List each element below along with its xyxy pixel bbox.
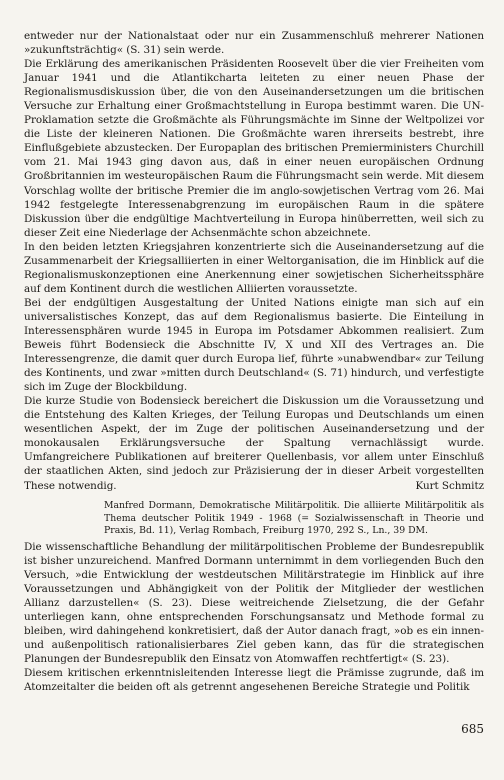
paragraph: Bei der endgültigen Ausgestaltung der United Nations einigte man sich auf ein universalistisches Konzept, das auf dem Regionalismus basierte. Die Einteilung in Interessensphären wurde 1945 in Europa im Potsdamer Abkommen realisiert. Zum Beweis führt Bodensieck die Abschnitte IV, X und XII des Vertrages an. Die Interessengrenze, die damit quer durch Europa lief, führte »unabwendbar« zur Teilung des Kontinents, und zwar »mitten durch Deutschland« (S. 71) hindurch, und verfestigte sich im Zuge der Blockbildung. bbox=[24, 296, 484, 394]
review-kurt-schmitz bbox=[24, 29, 484, 493]
book-citation bbox=[104, 500, 484, 538]
paragraph: Die Erklärung des amerikanischen Präsidenten Roosevelt über die vier Freiheiten vom Januar 1941 und die Atlantikcharta leiteten zu einer neuen Phase der Regionalismusdiskussion über, die von den Auseinandersetzungen um die britischen Versuche zur Erhaltung einer Großmachtstellung in Europa bestimmt waren. Die UN-Proklamation setzte die Großmächte als Führungsmächte im Sinne der Weltpolizei vor die Liste der kleineren Nationen. Die Großmächte waren ihrerseits bestrebt, ihre Einflußgebiete abzustecken. Der Europaplan des britischen Premierministers Churchill vom 21. Mai 1943 ging davon aus, daß in einer neuen europäischen Ordnung Großbritannien im westeuropäischen Raum die Führungsmacht sein werde. Mit diesem Vorschlag wollte der britische Premier die im anglo-sowjetischen Vertrag vom 26. Mai 1942 festgelegte Interessenabgrenzung im europäischen Raum in die spätere Diskussion über die endgültige Machtverteilung in Europa hinüberretten, weil sich zu dieser Zeit eine Niederlage der Achsenmächte schon abzeichnete. bbox=[24, 58, 484, 239]
citation-text: Manfred Dormann, Demokratische Militärpolitik. Die alliierte Militärpolitik als Thema deutscher Politik 1949 - 1968 (= Sozialwissenschaft in Theorie und Praxis, Bd. 11), Verlag Rombach, Freiburg 1970, 292 S., Ln., 39 DM. bbox=[104, 500, 484, 537]
paragraph: Die kurze Studie von Bodensieck bereichert die Diskussion um die Voraussetzung und die Entstehung des Kalten Krieges, der Teilung Europas und Deutschlands um einen wesentlichen Aspekt, der im Zuge der politischen Auseinandersetzung und der monokausalen Erklärungsversuche der Spaltung vernachlässigt wurde. Umfangreichere Publikationen auf breiterer Quellenbasis, vor allem unter Einschluß der staatlichen Akten, sind jedoch zur Präzisierung der in dieser Arbeit vorgestellten These notwendig. bbox=[24, 395, 484, 492]
reviewer-signature: Kurt Schmitz bbox=[415, 479, 484, 492]
paragraph: In den beiden letzten Kriegsjahren konzentrierte sich die Auseinandersetzung auf die Zusammenarbeit der Kriegsalliierten in einer Weltorganisation, die im Hinblick auf die Regionalismuskonzeptionen eine Anerkennung einer sowjetischen Sicherheitssphäre auf dem Kontinent durch die westlichen Alliierten voraussetzte. bbox=[24, 240, 484, 295]
paragraph: entweder nur der Nationalstaat oder nur ein Zusammenschluß mehrerer Nationen »zukunftsträchtig« (S. 31) sein werde. bbox=[24, 30, 484, 57]
page-number: 685 bbox=[461, 722, 484, 736]
review-dormann bbox=[24, 540, 484, 695]
paragraph: Die wissenschaftliche Behandlung der militärpolitischen Probleme der Bundesrepublik ist bisher unzureichend. Manfred Dormann unternimmt in dem vorliegenden Buch den Versuch, »die Entwicklung der westdeutschen Militärstrategie im Hinblick auf ihre Voraussetzungen und Abhängigkeit von der Politik der Mitglieder der westlichen Allianz darzustellen« (S. 23). Diese weitreichende Zielsetzung, die der Gefahr unterliegen kann, ohne entsprechenden Forschungsansatz und Methode formal zu bleiben, wird dahingehend konkretisiert, daß der Autor danach fragt, »ob es ein innen- und außenpolitisch rationalisierbares Ziel geben kann, das für die strategischen Planungen der Bundesrepublik den Einsatz von Atomwaffen rechtfertigt« (S. 23). bbox=[24, 541, 484, 666]
paragraph: Diesem kritischen erkenntnisleitenden Interesse liegt die Prämisse zugrunde, daß im Atomzeitalter die beiden oft als getrennt angesehenen Bereiche Strategie und Politik bbox=[24, 667, 484, 694]
